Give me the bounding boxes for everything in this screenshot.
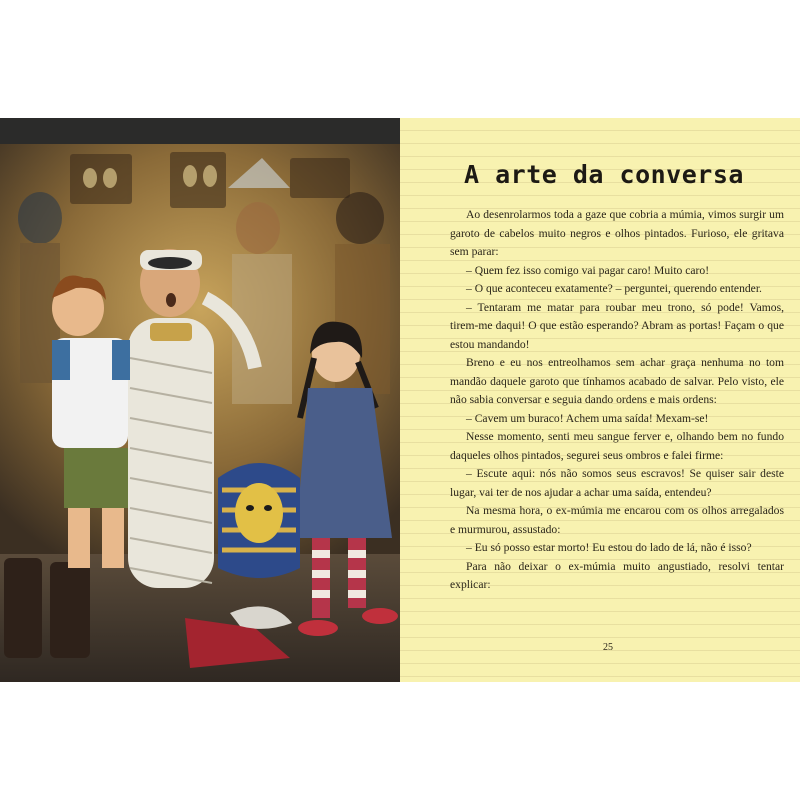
tomb-illustration	[0, 118, 400, 682]
paragraph: – Cavem um buraco! Achem uma saída! Mexam-se!	[466, 411, 709, 425]
paragraph: Para não deixar o ex-múmia muito angustiado, resolvi tentar explicar:	[450, 559, 784, 591]
illustration-page	[0, 118, 400, 682]
paragraph: – Eu só posso estar morto! Eu estou do lado de lá, não é isso?	[466, 541, 752, 554]
paragraph: Na mesma hora, o ex-múmia me encarou com os olhos arregalados e murmurou, assustado:	[450, 504, 784, 536]
book-spread	[0, 118, 800, 682]
paragraph: Nesse momento, senti meu sangue ferver e, olhando bem no fundo daqueles olhos pintados, segurei seus ombros e falei firme:	[450, 430, 784, 462]
chapter-body	[450, 206, 784, 595]
paragraph: – Tentaram me matar para roubar meu trono, só pode! Vamos, tirem-me daqui! O que estão esperando? Abram as portas! Façam o que estou mandando!	[450, 300, 784, 351]
paragraph: Ao desenrolarmos toda a gaze que cobria a múmia, vimos surgir um garoto de cabelos muito negros e olhos pintados. Furioso, ele gritava sem parar:	[450, 208, 784, 258]
text-page	[400, 118, 800, 682]
paragraph: Breno e eu nos entreolhamos sem achar graça nenhuma no tom mandão daquele garoto que tínhamos acabado de salvar. Pelo visto, ele não sabia conversar e seguia dando ordens e mais ordens:	[450, 356, 784, 406]
paragraph: – Escute aqui: nós não somos seus escravos! Se quiser sair deste lugar, vai ter de nos ajudar a achar uma saída, entendeu?	[450, 467, 784, 499]
chapter-title: A arte da conversa	[464, 160, 744, 189]
page-number: 25	[603, 642, 613, 653]
paragraph: – O que aconteceu exatamente? – perguntei, querendo entender.	[466, 282, 762, 295]
paragraph: – Quem fez isso comigo vai pagar caro! Muito caro!	[466, 263, 710, 277]
